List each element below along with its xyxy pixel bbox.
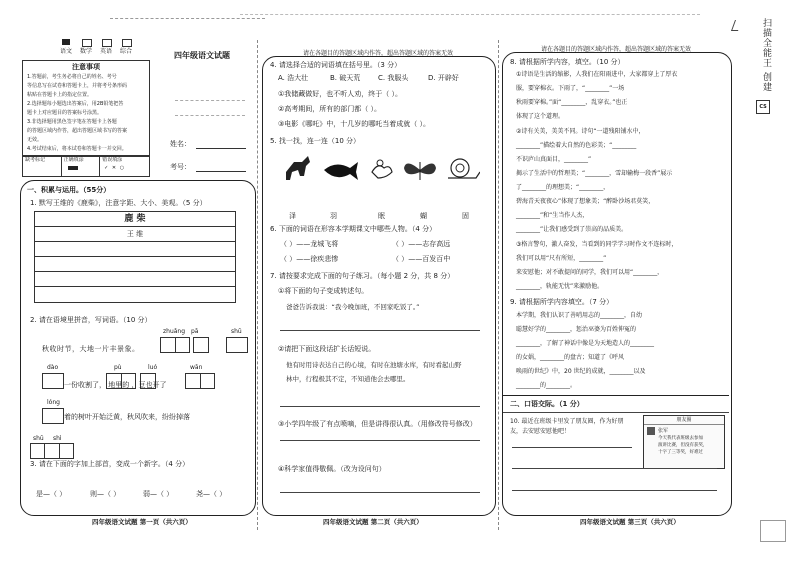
character-item[interactable]: （ ）——百发百中 <box>392 255 451 263</box>
fill-line[interactable]: ________，轨能无忧”来激励他。 <box>516 283 604 290</box>
passage-text: 他有时用诗表达自己的心境，有时在池塘水库，有时看起山野 <box>286 361 462 369</box>
corner-stamp <box>760 520 786 542</box>
subject-box <box>122 39 132 47</box>
question-7: 7. 请按要求完成下面的句子练习。（每小题 2 分，共 8 分） <box>270 272 455 280</box>
fill-label: 缺考标记 <box>25 157 46 163</box>
fill-line[interactable]: 我们可以用“尺有所短，________” <box>516 255 607 262</box>
poem-line[interactable] <box>35 287 235 301</box>
option: D. 开辟好 <box>428 74 459 82</box>
fill-sample-wrong: ✓ ✕ ○ <box>104 165 126 171</box>
subject-label: 语文 <box>60 48 73 55</box>
match-word[interactable]: 羽 <box>330 212 337 220</box>
poem-box[interactable] <box>34 211 236 303</box>
question-1: 1. 默写王维的《鹿柴》，注意字距、大小、美观。（5 分） <box>30 199 207 207</box>
question-6: 6. 下面的词语在形容本学期课文中哪些人物。（4 分） <box>270 225 437 233</box>
section-title-2: 二、口语交际。（1 分） <box>510 400 584 408</box>
corner-mark <box>731 20 742 31</box>
question-5: 5. 找一找，连一连（10 分） <box>270 137 361 145</box>
bird-icon <box>372 160 392 178</box>
fill-line[interactable]: ③格言警句，激人奋发，当看到的同学学习时作文不连标时， <box>516 241 678 248</box>
character-item[interactable]: （ ）——徐疾悲惨 <box>280 255 339 263</box>
camscanner-logo-icon: CS <box>756 100 770 114</box>
option: A. 浩大壮 <box>278 74 309 82</box>
name-field[interactable] <box>196 148 246 149</box>
fill-line[interactable]: ①诗语是生活的缩影，人我们在阳雨进中，大家都穿上了厚衣 <box>516 71 678 78</box>
id-field[interactable] <box>196 171 246 172</box>
subquestion: ③小学四年级了有点喷嘀，但是讲得很认真。（用修改符号修改） <box>278 420 477 428</box>
answer-line[interactable] <box>280 492 480 493</box>
fill-line[interactable]: 体现了这个道理。 <box>516 113 565 120</box>
option: C. 我服头 <box>378 74 409 82</box>
char-grid[interactable] <box>185 373 215 389</box>
quote-text: 爸爸告诉我说：“我今晚加班，不回家吃饭了。” <box>286 303 420 311</box>
match-word[interactable]: 固 <box>462 212 469 220</box>
avatar <box>647 427 655 435</box>
answer-line[interactable] <box>512 447 632 448</box>
subquestion: ②请把下面这段话扩长话短说。 <box>278 345 376 353</box>
radical-item[interactable]: 尧—（ ） <box>196 490 227 498</box>
pinyin: luó <box>148 364 158 371</box>
section-title-1: 一、积累与运用。（55分） <box>27 186 111 194</box>
char-grid[interactable] <box>42 408 64 424</box>
notice-box <box>22 60 150 157</box>
notice-line: 1.答题前，考生务必将自己的姓名、考号 <box>27 74 117 80</box>
fill-sentence[interactable]: ③电影《哪吒》中，十几岁的哪吒当着成就（ ）。 <box>278 120 430 128</box>
fill-line[interactable]: 服，要穿棉衣。下雨了，“________”一场 <box>516 85 625 92</box>
poem-line[interactable] <box>35 272 235 287</box>
fill-line[interactable]: ________”描绘着大自然的色彩美；“________ <box>516 142 637 149</box>
option: B. 破天荒 <box>330 74 361 82</box>
fill-line[interactable]: ________的________。 <box>516 382 577 389</box>
pinyin: pā <box>191 328 199 335</box>
subject-box <box>82 39 92 47</box>
question-4: 4. 请选择合适的词语填在括号里。（3 分） <box>270 61 402 69</box>
notice-line: 无效。 <box>27 137 43 143</box>
answer-line[interactable] <box>280 440 480 441</box>
subquestion: ④科学家值得敬佩。（改为设问句） <box>278 465 386 473</box>
question-9: 9. 请根据所学内容填空。（7 分） <box>510 298 614 306</box>
radical-item[interactable]: 弱—（ ） <box>143 490 174 498</box>
pinyin: pù <box>114 364 122 371</box>
moments-text: 十字了三等奖，好难过 <box>658 450 703 455</box>
notice-line: 3.非选择题用黑色签字笔在答题卡上各题 <box>27 119 117 125</box>
subject-box-filled <box>62 39 70 45</box>
char-grid[interactable] <box>226 337 248 353</box>
barcode-area <box>175 100 245 116</box>
top-dash-1 <box>110 18 265 19</box>
pinyin: shū <box>33 435 44 442</box>
exam-title: 四年级语文试题 <box>174 51 230 60</box>
answer-line[interactable] <box>280 330 480 331</box>
horse-icon <box>286 156 310 180</box>
fill-sentence[interactable]: ①我储藏做好，也不听人劝，终于（ ）。 <box>278 90 402 98</box>
id-label: 考号： <box>170 163 191 171</box>
notice-line: 题卡上对应题目的答案标号涂黑。 <box>27 110 103 116</box>
question-10: 10. 最近在班级卡里发了朋友圈，作为好朋友，去安慰安慰他吧！ <box>510 418 624 435</box>
subject-label: 综合 <box>120 48 133 55</box>
moments-text: 演讲比赛，但没有获奖， <box>658 443 708 448</box>
text-line: 秋收时节，大地一片丰景象。 <box>42 345 140 353</box>
fill-line[interactable]: 揭示了生活中的哲理美；“________，雪却输梅一段香”展示 <box>516 170 673 177</box>
answer-line[interactable] <box>512 468 717 469</box>
question-2: 2. 请在语境里拼音，写词语。（10 分） <box>30 316 152 324</box>
poem-line[interactable] <box>35 242 235 257</box>
column-divider <box>257 40 258 530</box>
match-word[interactable]: 眠 <box>378 212 385 220</box>
radical-item[interactable]: 则—（ ） <box>90 490 121 498</box>
subject-box <box>102 39 112 47</box>
fill-label: 正确填涂 <box>63 157 84 163</box>
char-grid[interactable] <box>160 337 190 353</box>
scanner-watermark: 扫描全能王 创建 <box>761 18 771 92</box>
pinyin: wān <box>190 364 203 371</box>
subject-label: 英语 <box>100 48 113 55</box>
pinyin: shū <box>231 328 242 335</box>
notice-line: 4.考试结束后，将本试卷和答题卡一并交回。 <box>27 146 127 152</box>
fill-line[interactable]: ②诗有关美，美美不同。诗句“一道残阳铺水中， <box>516 128 645 135</box>
pinyin: lóng <box>47 399 60 406</box>
notice-line: 等信息写在试卷和答题卡上，并将考号条形码 <box>27 83 128 89</box>
match-word[interactable]: 泽 <box>289 212 296 220</box>
pinyin: shì <box>53 435 62 442</box>
fill-line[interactable]: 唤雨的世纪》中，20 世纪的成就，________以及 <box>516 368 646 375</box>
wechat-moments-card <box>643 415 725 469</box>
panel-header-3: 请在各题目的答题区域内作答，超出答题区域的答案无效 <box>540 46 691 53</box>
panel-header-2: 请在各题目的答题区域内作答，超出答题区域的答案无效 <box>302 50 453 57</box>
fill-marker-table <box>22 155 150 177</box>
fill-sentence[interactable]: ②高考期间，所有的部门都（ ）。 <box>278 105 382 113</box>
character-item[interactable]: （ ）——志存高远 <box>392 240 451 248</box>
character-item[interactable]: （ ）——龙城飞将 <box>280 240 339 248</box>
moments-text: 今天我代表班级去参加 <box>658 436 703 441</box>
notice-title: 注意事项 <box>72 63 100 71</box>
match-word[interactable]: 蝴 <box>420 212 427 220</box>
fill-line[interactable]: 秋雨要穿棉。”面“________，乱穿衣。”也正 <box>516 99 628 106</box>
subject-label: 数学 <box>80 48 93 55</box>
fill-line[interactable]: 聪慧好学的________，惩治巫婆为百姓伸冤的 <box>516 326 637 333</box>
fill-label: 错误填涂 <box>102 157 123 163</box>
fill-line[interactable]: 的女娲，________的盘古；知道了《呼风 <box>516 354 625 361</box>
answer-line[interactable] <box>512 490 717 491</box>
moments-user-name: 张军 <box>658 428 669 434</box>
poem-title: 鹿 柴 <box>35 212 235 227</box>
fill-line[interactable]: 来安慰他；对不敢提问的同学，我们可以用“________， <box>516 269 664 276</box>
page-footer-1: 四年级语文试题 第一页（共六页） <box>92 518 192 526</box>
poem-line[interactable] <box>35 257 235 272</box>
name-label: 姓名： <box>170 140 191 148</box>
section-divider <box>503 412 729 413</box>
poem-author: 王 维 <box>35 227 235 242</box>
page-footer-2: 四年级语文试题 第二页（共六页） <box>323 518 423 526</box>
pinyin: zhuǎng <box>163 328 186 335</box>
fill-sample-correct <box>68 166 78 170</box>
passage-text: 林中，行程极其不定，不知道他会去哪里。 <box>286 375 410 383</box>
page-footer-3: 四年级语文试题 第三页（共六页） <box>580 518 680 526</box>
subquestion: ①将下面的句子变成转述句。 <box>278 287 369 295</box>
fill-line[interactable]: 碧海青天夜夜心”体现了想象美；“醉卧沙场君莫笑， <box>516 198 655 205</box>
notice-line: 的答题区域内作答，超出答题区域书写的答案 <box>27 128 128 134</box>
question-3: 3. 请在下面的字加上部首，变成一个新字。（4 分） <box>30 460 190 468</box>
fish-icon <box>324 162 358 180</box>
radical-item[interactable]: 是—（ ） <box>36 490 67 498</box>
fill-line[interactable]: 不识庐山真面目，________” <box>516 156 592 163</box>
text-line: 一份收割了， 地里的 ，豆也开了 <box>64 381 167 389</box>
butterfly-icon <box>404 162 436 180</box>
fill-line[interactable]: ________，了解了神话中像是为天地造人的________ <box>516 340 655 347</box>
fill-line[interactable]: ________”让我们感受到了崇高的品质美。 <box>516 226 628 233</box>
notice-line: 粘贴在答题卡上的指定位置。 <box>27 92 93 98</box>
snail-icon <box>448 159 480 178</box>
creature-illustrations <box>280 150 480 190</box>
top-dash-2 <box>240 14 700 15</box>
answer-line[interactable] <box>280 406 480 407</box>
text-line: 着的树叶开始泛黄，秋风吹来，纷纷掉落 <box>64 413 190 421</box>
section-divider <box>503 395 729 396</box>
fill-line[interactable]: ________”和“生当作人杰， <box>516 212 589 219</box>
fill-line[interactable]: 了________的理想美；“________， <box>516 184 610 191</box>
char-grid[interactable] <box>42 373 64 389</box>
question-8: 8. 请根据所学内容，填空。（10 分） <box>510 58 625 66</box>
notice-line: 2.选择题每小题选出答案后，用2B铅笔把答 <box>27 101 124 107</box>
moments-label: 朋友圈 <box>644 416 724 425</box>
fill-line[interactable]: 本学期，我们认识了善哨用志的________，自幼 <box>516 312 643 319</box>
char-grid[interactable] <box>193 337 209 353</box>
char-grid[interactable] <box>30 443 74 459</box>
column-divider <box>498 40 499 530</box>
pinyin: dào <box>47 364 59 371</box>
